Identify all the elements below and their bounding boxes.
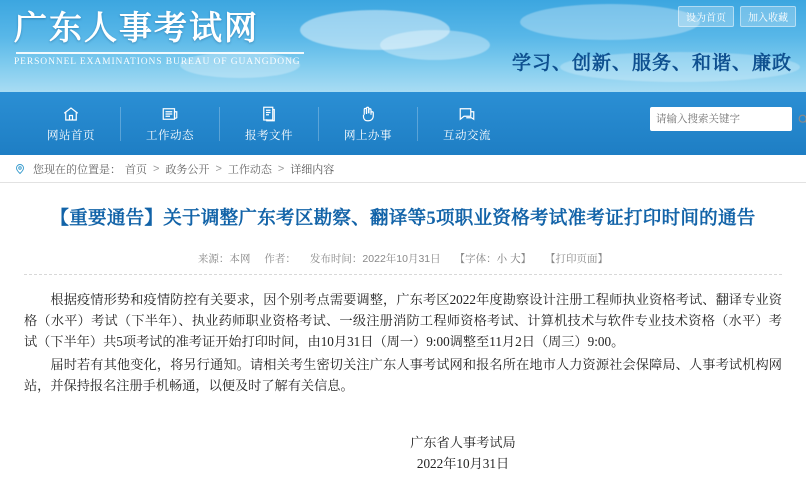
news-icon: [160, 104, 180, 124]
site-subtitle: PERSONNEL EXAMINATIONS BUREAU OF GUANGDONG: [14, 57, 301, 67]
search-icon[interactable]: [797, 113, 806, 126]
font-size-close: 】: [520, 253, 532, 265]
add-favorite-link[interactable]: 加入收藏: [740, 6, 796, 27]
site-slogan: 学习、创新、服务、和谐、廉政: [511, 53, 792, 74]
meta-author: [264, 251, 296, 266]
nav-item-home[interactable]: [22, 104, 120, 143]
home-icon: [61, 104, 81, 124]
signature-org: 广东省人事考试局: [410, 435, 516, 450]
nav-label: 网站首页: [47, 130, 95, 142]
site-title: 广东人事考试网: [14, 11, 259, 47]
breadcrumb-separator: >: [277, 162, 285, 175]
meta-source-label: 来源：: [197, 253, 230, 265]
site-banner: [0, 0, 806, 92]
meta-source-value: 本网: [229, 253, 251, 265]
breadcrumb-item-affairs[interactable]: 政务公开: [165, 163, 210, 176]
breadcrumb-separator: >: [153, 162, 160, 175]
location-pin-icon: [14, 163, 26, 175]
hand-service-icon: [358, 104, 378, 124]
breadcrumb-item-home[interactable]: 首页: [125, 163, 147, 176]
breadcrumb-item-news[interactable]: 工作动态: [227, 163, 272, 176]
article-paragraph: 根据疫情形势和疫情防控有关要求，因个别考点需要调整，广东考区2022年度勘察设计注册工程师执业资格考试、翻译专业资格（水平）考试（下半年）、执业药师职业资格考试、一级注册消防工程师资格考试、计算机技术与软件专业技术资格（水平）考试（下半年）共5项考试的准考证开始打印时间，由10月31日（周一）9:00调整至11月2日（周三）9:00。: [24, 292, 782, 349]
search-input[interactable]: [650, 108, 797, 130]
meta-author-label: 作者：: [264, 253, 296, 265]
chat-icon: [457, 104, 477, 124]
font-size-label: 【字体：: [454, 253, 497, 265]
font-size-large-button[interactable]: 大: [510, 253, 521, 265]
breadcrumb-current: 详细内容: [290, 163, 335, 176]
signature-date: 2022年10月31日: [416, 456, 510, 471]
breadcrumb-separator: >: [215, 162, 222, 175]
nav-label: 互动交流: [443, 130, 491, 142]
article-container: [0, 183, 806, 474]
top-utility-links: [678, 6, 796, 27]
article-signature: [24, 432, 782, 474]
font-size-control: [455, 251, 531, 266]
meta-source: [198, 251, 251, 266]
nav-item-online-service[interactable]: [319, 104, 417, 143]
article-paragraph: 届时若有其他变化，将另行通知。请相关考生密切关注广东人事考试网和报名所在地市人力资源社会保障局、人事考试机构网站，并保持报名注册手机畅通，以便及时了解有关信息。: [24, 357, 782, 393]
nav-label: 工作动态: [146, 130, 194, 142]
page-title: 【重要通告】关于调整广东考区勘察、翻译等5项职业资格考试准考证打印时间的通告: [50, 209, 756, 229]
breadcrumb-prefix: 您现在的位置是：: [33, 163, 121, 176]
nav-item-news[interactable]: [121, 104, 219, 143]
logo-divider: [16, 52, 304, 54]
meta-divider: [24, 274, 782, 275]
cloud-decoration: [520, 4, 700, 40]
document-icon: [259, 104, 279, 124]
nav-label: 报考文件: [245, 130, 293, 142]
site-logo[interactable]: [14, 8, 304, 67]
search-box[interactable]: [650, 107, 792, 131]
meta-publish-value: 2022年10月31日: [362, 253, 441, 265]
article-meta: [24, 251, 782, 266]
nav-item-interaction[interactable]: [418, 104, 516, 143]
print-page-button[interactable]: 【打印页面】: [545, 253, 609, 265]
cloud-decoration: [380, 30, 490, 60]
meta-publish: [310, 251, 441, 266]
article-body: [24, 289, 782, 396]
main-navigation: [0, 92, 806, 155]
breadcrumb: [0, 155, 806, 183]
set-homepage-link[interactable]: 设为首页: [678, 6, 734, 27]
nav-item-documents[interactable]: [220, 104, 318, 143]
nav-label: 网上办事: [344, 130, 392, 142]
font-size-small-button[interactable]: 小: [496, 253, 508, 265]
meta-publish-label: 发布时间：: [309, 253, 363, 265]
